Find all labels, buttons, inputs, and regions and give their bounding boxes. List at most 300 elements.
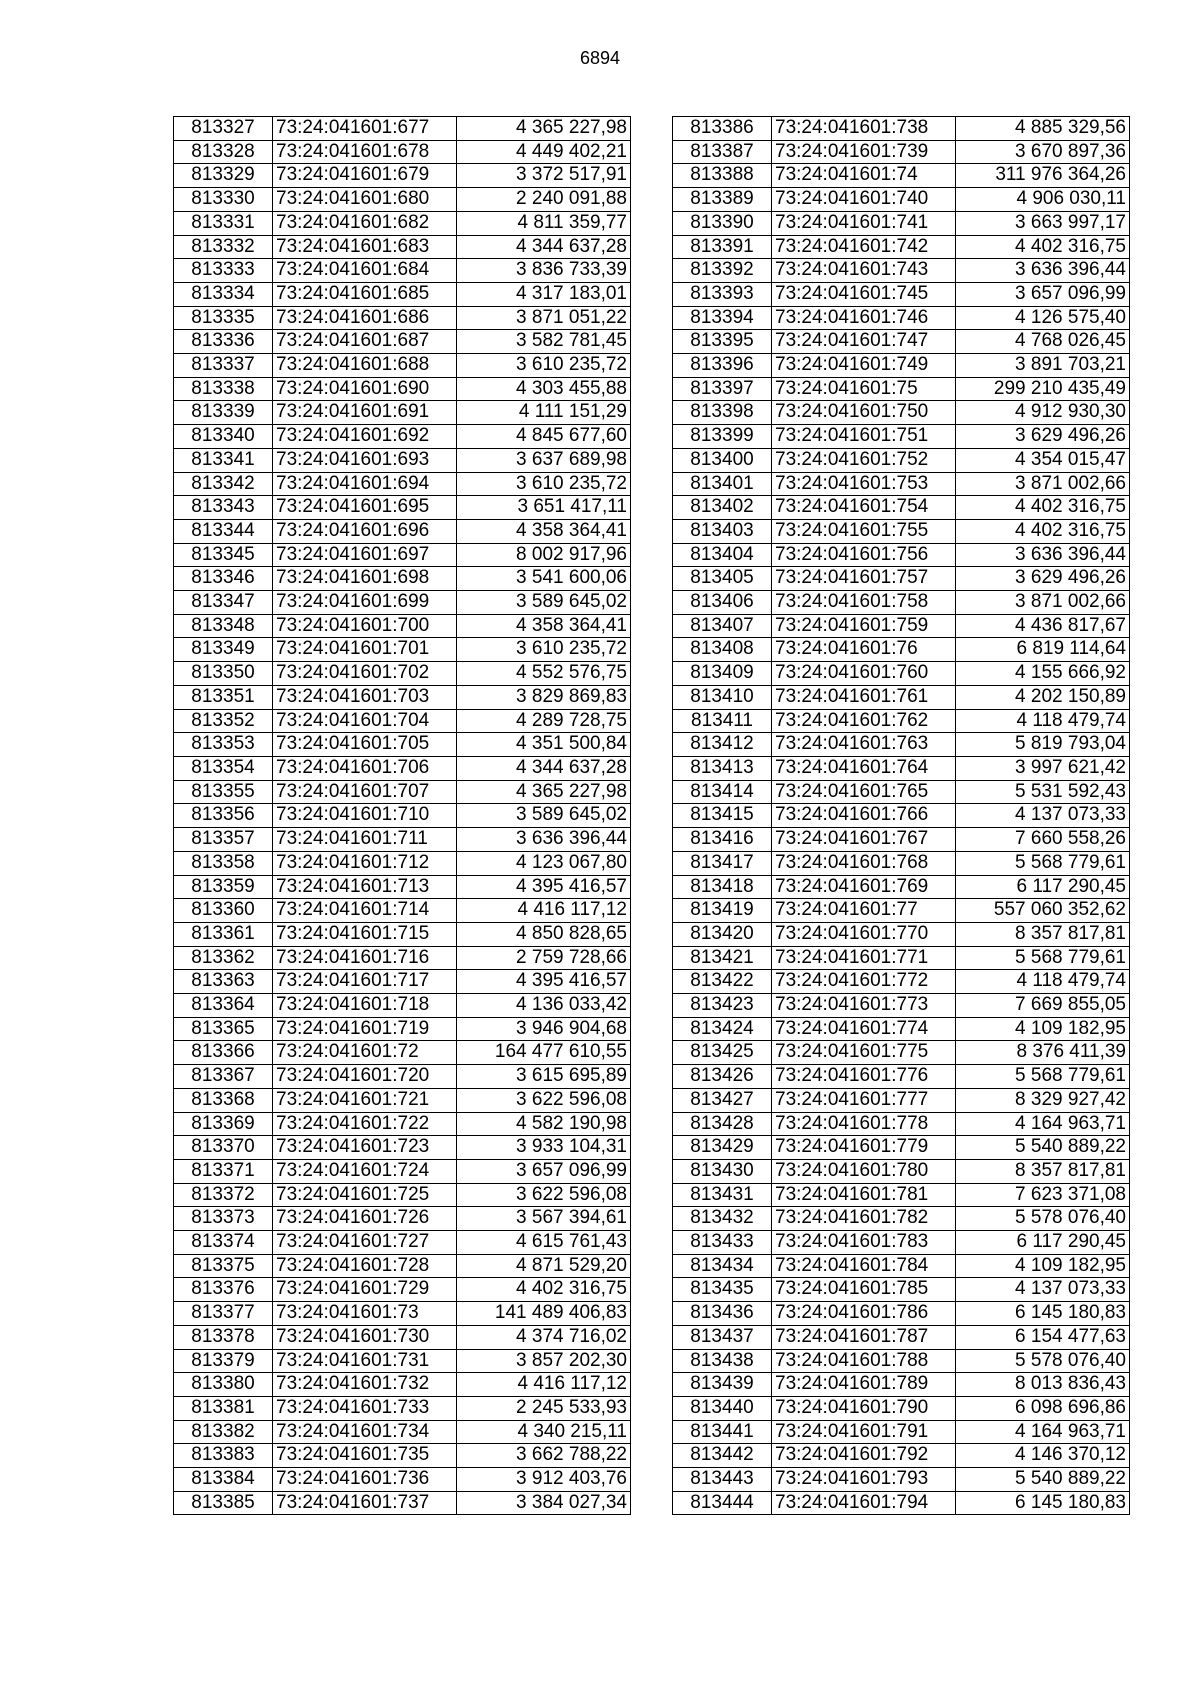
cadastral-number-cell: 73:24:041601:680 bbox=[273, 188, 457, 212]
cadastral-number-cell: 73:24:041601:696 bbox=[273, 519, 457, 543]
record-number-cell: 813400 bbox=[673, 448, 772, 472]
value-cell: 4 340 215,11 bbox=[457, 1420, 631, 1444]
cadastral-number-cell: 73:24:041601:765 bbox=[772, 780, 956, 804]
record-number-cell: 813345 bbox=[174, 543, 273, 567]
value-cell: 4 164 963,71 bbox=[956, 1420, 1130, 1444]
record-number-cell: 813408 bbox=[673, 638, 772, 662]
value-cell: 5 819 793,04 bbox=[956, 733, 1130, 757]
cadastral-number-cell: 73:24:041601:754 bbox=[772, 496, 956, 520]
cadastral-number-cell: 73:24:041601:743 bbox=[772, 259, 956, 283]
table-row bbox=[673, 591, 1130, 615]
record-number-cell: 813327 bbox=[174, 117, 273, 141]
cadastral-number-cell: 73:24:041601:731 bbox=[273, 1349, 457, 1373]
table-row bbox=[673, 235, 1130, 259]
record-number-cell: 813398 bbox=[673, 401, 772, 425]
value-cell: 3 997 621,42 bbox=[956, 756, 1130, 780]
cadastral-number-cell: 73:24:041601:753 bbox=[772, 472, 956, 496]
table-row bbox=[174, 1088, 631, 1112]
table-row bbox=[174, 448, 631, 472]
value-cell: 4 123 067,80 bbox=[457, 851, 631, 875]
table-row bbox=[174, 543, 631, 567]
value-cell: 7 660 558,26 bbox=[956, 828, 1130, 852]
table-row bbox=[174, 1207, 631, 1231]
value-cell: 4 912 930,30 bbox=[956, 401, 1130, 425]
value-cell: 141 489 406,83 bbox=[457, 1302, 631, 1326]
record-number-cell: 813415 bbox=[673, 804, 772, 828]
record-number-cell: 813369 bbox=[174, 1112, 273, 1136]
value-cell: 3 651 417,11 bbox=[457, 496, 631, 520]
value-cell: 4 358 364,41 bbox=[457, 614, 631, 638]
table-row bbox=[174, 259, 631, 283]
table-row bbox=[673, 354, 1130, 378]
record-number-cell: 813399 bbox=[673, 425, 772, 449]
table-row bbox=[673, 401, 1130, 425]
table-row bbox=[673, 259, 1130, 283]
record-number-cell: 813414 bbox=[673, 780, 772, 804]
cadastral-number-cell: 73:24:041601:711 bbox=[273, 828, 457, 852]
record-number-cell: 813420 bbox=[673, 922, 772, 946]
cadastral-number-cell: 73:24:041601:724 bbox=[273, 1159, 457, 1183]
record-number-cell: 813348 bbox=[174, 614, 273, 638]
cadastral-number-cell: 73:24:041601:704 bbox=[273, 709, 457, 733]
table-row bbox=[174, 780, 631, 804]
record-number-cell: 813382 bbox=[174, 1420, 273, 1444]
record-number-cell: 813328 bbox=[174, 140, 273, 164]
table-row bbox=[673, 1420, 1130, 1444]
value-cell: 4 850 828,65 bbox=[457, 922, 631, 946]
value-cell: 2 759 728,66 bbox=[457, 946, 631, 970]
record-number-cell: 813341 bbox=[174, 448, 273, 472]
record-number-cell: 813396 bbox=[673, 354, 772, 378]
record-number-cell: 813379 bbox=[174, 1349, 273, 1373]
cadastral-number-cell: 73:24:041601:677 bbox=[273, 117, 457, 141]
cadastral-number-cell: 73:24:041601:712 bbox=[273, 851, 457, 875]
record-number-cell: 813410 bbox=[673, 685, 772, 709]
cadastral-number-cell: 73:24:041601:721 bbox=[273, 1088, 457, 1112]
table-row bbox=[174, 1254, 631, 1278]
cadastral-number-cell: 73:24:041601:734 bbox=[273, 1420, 457, 1444]
table-row bbox=[174, 1491, 631, 1515]
cadastral-number-cell: 73:24:041601:752 bbox=[772, 448, 956, 472]
value-cell: 4 146 370,12 bbox=[956, 1444, 1130, 1468]
cadastral-number-cell: 73:24:041601:693 bbox=[273, 448, 457, 472]
value-cell: 4 303 455,88 bbox=[457, 377, 631, 401]
value-cell: 4 109 182,95 bbox=[956, 1017, 1130, 1041]
table-row bbox=[174, 425, 631, 449]
value-cell: 3 622 596,08 bbox=[457, 1088, 631, 1112]
cadastral-number-cell: 73:24:041601:773 bbox=[772, 994, 956, 1018]
table-row bbox=[174, 994, 631, 1018]
cadastral-number-cell: 73:24:041601:717 bbox=[273, 970, 457, 994]
value-cell: 4 615 761,43 bbox=[457, 1231, 631, 1255]
cadastral-number-cell: 73:24:041601:706 bbox=[273, 756, 457, 780]
table-row bbox=[673, 875, 1130, 899]
value-cell: 4 289 728,75 bbox=[457, 709, 631, 733]
cadastral-number-cell: 73:24:041601:788 bbox=[772, 1349, 956, 1373]
table-row bbox=[673, 1254, 1130, 1278]
record-number-cell: 813368 bbox=[174, 1088, 273, 1112]
value-cell: 6 819 114,64 bbox=[956, 638, 1130, 662]
value-cell: 3 589 645,02 bbox=[457, 804, 631, 828]
value-cell: 3 933 104,31 bbox=[457, 1136, 631, 1160]
value-cell: 4 365 227,98 bbox=[457, 117, 631, 141]
value-cell: 4 126 575,40 bbox=[956, 306, 1130, 330]
value-cell: 3 871 002,66 bbox=[956, 472, 1130, 496]
cadastral-number-cell: 73:24:041601:75 bbox=[772, 377, 956, 401]
value-cell: 8 329 927,42 bbox=[956, 1088, 1130, 1112]
value-cell: 5 540 889,22 bbox=[956, 1468, 1130, 1492]
record-number-cell: 813413 bbox=[673, 756, 772, 780]
value-cell: 8 357 817,81 bbox=[956, 922, 1130, 946]
cadastral-number-cell: 73:24:041601:728 bbox=[273, 1254, 457, 1278]
value-cell: 5 568 779,61 bbox=[956, 946, 1130, 970]
cadastral-number-cell: 73:24:041601:685 bbox=[273, 282, 457, 306]
value-cell: 3 857 202,30 bbox=[457, 1349, 631, 1373]
table-row bbox=[174, 1420, 631, 1444]
table-row bbox=[673, 1373, 1130, 1397]
table-row bbox=[174, 330, 631, 354]
record-number-cell: 813331 bbox=[174, 211, 273, 235]
record-number-cell: 813338 bbox=[174, 377, 273, 401]
cadastral-number-cell: 73:24:041601:775 bbox=[772, 1041, 956, 1065]
record-number-cell: 813434 bbox=[673, 1254, 772, 1278]
cadastral-number-cell: 73:24:041601:684 bbox=[273, 259, 457, 283]
cadastral-number-cell: 73:24:041601:770 bbox=[772, 922, 956, 946]
cadastral-number-cell: 73:24:041601:716 bbox=[273, 946, 457, 970]
cadastral-number-cell: 73:24:041601:762 bbox=[772, 709, 956, 733]
table-row bbox=[673, 970, 1130, 994]
cadastral-number-cell: 73:24:041601:772 bbox=[772, 970, 956, 994]
cadastral-number-cell: 73:24:041601:695 bbox=[273, 496, 457, 520]
table-row bbox=[174, 1278, 631, 1302]
table-row bbox=[673, 1159, 1130, 1183]
cadastral-number-cell: 73:24:041601:793 bbox=[772, 1468, 956, 1492]
value-cell: 2 245 533,93 bbox=[457, 1396, 631, 1420]
cadastral-number-cell: 73:24:041601:756 bbox=[772, 543, 956, 567]
record-number-cell: 813372 bbox=[174, 1183, 273, 1207]
table-row bbox=[673, 211, 1130, 235]
table-row bbox=[174, 1396, 631, 1420]
record-number-cell: 813361 bbox=[174, 922, 273, 946]
table-row bbox=[174, 188, 631, 212]
cadastral-number-cell: 73:24:041601:791 bbox=[772, 1420, 956, 1444]
record-number-cell: 813433 bbox=[673, 1231, 772, 1255]
table-row bbox=[174, 851, 631, 875]
table-row bbox=[174, 662, 631, 686]
table-row bbox=[673, 733, 1130, 757]
record-number-cell: 813365 bbox=[174, 1017, 273, 1041]
cadastral-number-cell: 73:24:041601:760 bbox=[772, 662, 956, 686]
value-cell: 4 351 500,84 bbox=[457, 733, 631, 757]
cadastral-number-cell: 73:24:041601:785 bbox=[772, 1278, 956, 1302]
record-number-cell: 813411 bbox=[673, 709, 772, 733]
cadastral-number-cell: 73:24:041601:782 bbox=[772, 1207, 956, 1231]
table-row bbox=[174, 519, 631, 543]
value-cell: 3 636 396,44 bbox=[457, 828, 631, 852]
record-number-cell: 813383 bbox=[174, 1444, 273, 1468]
cadastral-number-cell: 73:24:041601:698 bbox=[273, 567, 457, 591]
table-row bbox=[174, 685, 631, 709]
cadastral-number-cell: 73:24:041601:679 bbox=[273, 164, 457, 188]
value-cell: 6 154 477,63 bbox=[956, 1325, 1130, 1349]
record-number-cell: 813366 bbox=[174, 1041, 273, 1065]
table-row bbox=[673, 1112, 1130, 1136]
table-row bbox=[174, 1112, 631, 1136]
value-cell: 164 477 610,55 bbox=[457, 1041, 631, 1065]
table-row bbox=[174, 1444, 631, 1468]
table-row bbox=[174, 164, 631, 188]
record-number-cell: 813402 bbox=[673, 496, 772, 520]
cadastral-number-cell: 73:24:041601:794 bbox=[772, 1491, 956, 1515]
cadastral-number-cell: 73:24:041601:757 bbox=[772, 567, 956, 591]
cadastral-number-cell: 73:24:041601:742 bbox=[772, 235, 956, 259]
record-number-cell: 813386 bbox=[673, 117, 772, 141]
record-number-cell: 813393 bbox=[673, 282, 772, 306]
table-row bbox=[673, 425, 1130, 449]
value-cell: 3 615 695,89 bbox=[457, 1065, 631, 1089]
table-row bbox=[174, 1373, 631, 1397]
cadastral-number-cell: 73:24:041601:726 bbox=[273, 1207, 457, 1231]
cadastral-number-cell: 73:24:041601:707 bbox=[273, 780, 457, 804]
table-row bbox=[673, 496, 1130, 520]
record-number-cell: 813394 bbox=[673, 306, 772, 330]
table-row bbox=[174, 591, 631, 615]
table-row bbox=[174, 709, 631, 733]
table-row bbox=[673, 899, 1130, 923]
record-number-cell: 813374 bbox=[174, 1231, 273, 1255]
value-cell: 4 402 316,75 bbox=[956, 496, 1130, 520]
table-row bbox=[174, 1183, 631, 1207]
cadastral-number-cell: 73:24:041601:76 bbox=[772, 638, 956, 662]
cadastral-number-cell: 73:24:041601:723 bbox=[273, 1136, 457, 1160]
record-number-cell: 813387 bbox=[673, 140, 772, 164]
table-row bbox=[673, 1065, 1130, 1089]
cadastral-number-cell: 73:24:041601:73 bbox=[273, 1302, 457, 1326]
left-data-table bbox=[173, 116, 631, 1515]
cadastral-number-cell: 73:24:041601:780 bbox=[772, 1159, 956, 1183]
value-cell: 6 145 180,83 bbox=[956, 1491, 1130, 1515]
right-data-table bbox=[672, 116, 1130, 1515]
record-number-cell: 813428 bbox=[673, 1112, 772, 1136]
record-number-cell: 813425 bbox=[673, 1041, 772, 1065]
table-row bbox=[174, 638, 631, 662]
cadastral-number-cell: 73:24:041601:764 bbox=[772, 756, 956, 780]
record-number-cell: 813346 bbox=[174, 567, 273, 591]
record-number-cell: 813439 bbox=[673, 1373, 772, 1397]
cadastral-number-cell: 73:24:041601:686 bbox=[273, 306, 457, 330]
cadastral-number-cell: 73:24:041601:702 bbox=[273, 662, 457, 686]
table-row bbox=[673, 804, 1130, 828]
table-row bbox=[673, 1017, 1130, 1041]
table-row bbox=[174, 282, 631, 306]
value-cell: 5 540 889,22 bbox=[956, 1136, 1130, 1160]
table-row bbox=[174, 472, 631, 496]
table-row bbox=[673, 1041, 1130, 1065]
cadastral-number-cell: 73:24:041601:758 bbox=[772, 591, 956, 615]
record-number-cell: 813352 bbox=[174, 709, 273, 733]
value-cell: 6 098 696,86 bbox=[956, 1396, 1130, 1420]
cadastral-number-cell: 73:24:041601:768 bbox=[772, 851, 956, 875]
value-cell: 4 416 117,12 bbox=[457, 899, 631, 923]
record-number-cell: 813334 bbox=[174, 282, 273, 306]
table-row bbox=[673, 851, 1130, 875]
cadastral-number-cell: 73:24:041601:766 bbox=[772, 804, 956, 828]
record-number-cell: 813444 bbox=[673, 1491, 772, 1515]
cadastral-number-cell: 73:24:041601:720 bbox=[273, 1065, 457, 1089]
value-cell: 4 845 677,60 bbox=[457, 425, 631, 449]
value-cell: 5 578 076,40 bbox=[956, 1207, 1130, 1231]
table-row bbox=[673, 685, 1130, 709]
value-cell: 3 610 235,72 bbox=[457, 354, 631, 378]
cadastral-number-cell: 73:24:041601:735 bbox=[273, 1444, 457, 1468]
record-number-cell: 813330 bbox=[174, 188, 273, 212]
table-row bbox=[673, 519, 1130, 543]
value-cell: 5 568 779,61 bbox=[956, 1065, 1130, 1089]
record-number-cell: 813340 bbox=[174, 425, 273, 449]
table-row bbox=[673, 472, 1130, 496]
cadastral-number-cell: 73:24:041601:725 bbox=[273, 1183, 457, 1207]
cadastral-number-cell: 73:24:041601:784 bbox=[772, 1254, 956, 1278]
table-row bbox=[174, 1065, 631, 1089]
cadastral-number-cell: 73:24:041601:682 bbox=[273, 211, 457, 235]
cadastral-number-cell: 73:24:041601:776 bbox=[772, 1065, 956, 1089]
value-cell: 8 376 411,39 bbox=[956, 1041, 1130, 1065]
record-number-cell: 813389 bbox=[673, 188, 772, 212]
table-row bbox=[673, 922, 1130, 946]
table-row bbox=[174, 496, 631, 520]
table-row bbox=[174, 1302, 631, 1326]
table-row bbox=[174, 733, 631, 757]
cadastral-number-cell: 73:24:041601:701 bbox=[273, 638, 457, 662]
table-row bbox=[673, 1136, 1130, 1160]
table-row bbox=[174, 377, 631, 401]
cadastral-number-cell: 73:24:041601:745 bbox=[772, 282, 956, 306]
cadastral-number-cell: 73:24:041601:789 bbox=[772, 1373, 956, 1397]
record-number-cell: 813424 bbox=[673, 1017, 772, 1041]
record-number-cell: 813376 bbox=[174, 1278, 273, 1302]
record-number-cell: 813377 bbox=[174, 1302, 273, 1326]
cadastral-number-cell: 73:24:041601:687 bbox=[273, 330, 457, 354]
value-cell: 4 344 637,28 bbox=[457, 756, 631, 780]
cadastral-number-cell: 73:24:041601:777 bbox=[772, 1088, 956, 1112]
table-row bbox=[174, 140, 631, 164]
cadastral-number-cell: 73:24:041601:691 bbox=[273, 401, 457, 425]
record-number-cell: 813344 bbox=[174, 519, 273, 543]
table-row bbox=[673, 1207, 1130, 1231]
cadastral-number-cell: 73:24:041601:727 bbox=[273, 1231, 457, 1255]
record-number-cell: 813358 bbox=[174, 851, 273, 875]
value-cell: 3 629 496,26 bbox=[956, 425, 1130, 449]
table-row bbox=[174, 401, 631, 425]
record-number-cell: 813375 bbox=[174, 1254, 273, 1278]
table-row bbox=[174, 211, 631, 235]
cadastral-number-cell: 73:24:041601:77 bbox=[772, 899, 956, 923]
table-row bbox=[673, 662, 1130, 686]
value-cell: 4 164 963,71 bbox=[956, 1112, 1130, 1136]
cadastral-number-cell: 73:24:041601:714 bbox=[273, 899, 457, 923]
cadastral-number-cell: 73:24:041601:697 bbox=[273, 543, 457, 567]
value-cell: 4 552 576,75 bbox=[457, 662, 631, 686]
cadastral-number-cell: 73:24:041601:763 bbox=[772, 733, 956, 757]
table-row bbox=[673, 377, 1130, 401]
table-row bbox=[673, 1468, 1130, 1492]
cadastral-number-cell: 73:24:041601:715 bbox=[273, 922, 457, 946]
record-number-cell: 813391 bbox=[673, 235, 772, 259]
record-number-cell: 813422 bbox=[673, 970, 772, 994]
record-number-cell: 813360 bbox=[174, 899, 273, 923]
table-row bbox=[673, 140, 1130, 164]
table-row bbox=[673, 282, 1130, 306]
record-number-cell: 813378 bbox=[174, 1325, 273, 1349]
cadastral-number-cell: 73:24:041601:767 bbox=[772, 828, 956, 852]
table-row bbox=[673, 306, 1130, 330]
cadastral-number-cell: 73:24:041601:690 bbox=[273, 377, 457, 401]
record-number-cell: 813343 bbox=[174, 496, 273, 520]
table-row bbox=[673, 567, 1130, 591]
value-cell: 3 836 733,39 bbox=[457, 259, 631, 283]
value-cell: 4 582 190,98 bbox=[457, 1112, 631, 1136]
table-row bbox=[673, 994, 1130, 1018]
table-row bbox=[174, 235, 631, 259]
value-cell: 3 871 002,66 bbox=[956, 591, 1130, 615]
table-row bbox=[673, 117, 1130, 141]
value-cell: 557 060 352,62 bbox=[956, 899, 1130, 923]
record-number-cell: 813380 bbox=[174, 1373, 273, 1397]
table-row bbox=[673, 164, 1130, 188]
value-cell: 3 637 689,98 bbox=[457, 448, 631, 472]
cadastral-number-cell: 73:24:041601:713 bbox=[273, 875, 457, 899]
record-number-cell: 813359 bbox=[174, 875, 273, 899]
cadastral-number-cell: 73:24:041601:769 bbox=[772, 875, 956, 899]
table-row bbox=[673, 638, 1130, 662]
value-cell: 3 657 096,99 bbox=[956, 282, 1130, 306]
record-number-cell: 813336 bbox=[174, 330, 273, 354]
cadastral-number-cell: 73:24:041601:683 bbox=[273, 235, 457, 259]
value-cell: 3 912 403,76 bbox=[457, 1468, 631, 1492]
record-number-cell: 813388 bbox=[673, 164, 772, 188]
record-number-cell: 813421 bbox=[673, 946, 772, 970]
record-number-cell: 813416 bbox=[673, 828, 772, 852]
table-row bbox=[174, 1136, 631, 1160]
value-cell: 4 365 227,98 bbox=[457, 780, 631, 804]
table-row bbox=[673, 1088, 1130, 1112]
record-number-cell: 813385 bbox=[174, 1491, 273, 1515]
record-number-cell: 813333 bbox=[174, 259, 273, 283]
record-number-cell: 813442 bbox=[673, 1444, 772, 1468]
record-number-cell: 813355 bbox=[174, 780, 273, 804]
value-cell: 4 344 637,28 bbox=[457, 235, 631, 259]
table-row bbox=[174, 756, 631, 780]
record-number-cell: 813332 bbox=[174, 235, 273, 259]
value-cell: 4 111 151,29 bbox=[457, 401, 631, 425]
table-row bbox=[174, 614, 631, 638]
cadastral-number-cell: 73:24:041601:710 bbox=[273, 804, 457, 828]
table-row bbox=[673, 188, 1130, 212]
record-number-cell: 813435 bbox=[673, 1278, 772, 1302]
cadastral-number-cell: 73:24:041601:739 bbox=[772, 140, 956, 164]
cadastral-number-cell: 73:24:041601:787 bbox=[772, 1325, 956, 1349]
table-row bbox=[673, 709, 1130, 733]
record-number-cell: 813349 bbox=[174, 638, 273, 662]
value-cell: 5 568 779,61 bbox=[956, 851, 1130, 875]
value-cell: 4 885 329,56 bbox=[956, 117, 1130, 141]
value-cell: 7 669 855,05 bbox=[956, 994, 1130, 1018]
cadastral-number-cell: 73:24:041601:688 bbox=[273, 354, 457, 378]
value-cell: 6 145 180,83 bbox=[956, 1302, 1130, 1326]
table-row bbox=[174, 970, 631, 994]
value-cell: 3 567 394,61 bbox=[457, 1207, 631, 1231]
table-row bbox=[174, 828, 631, 852]
